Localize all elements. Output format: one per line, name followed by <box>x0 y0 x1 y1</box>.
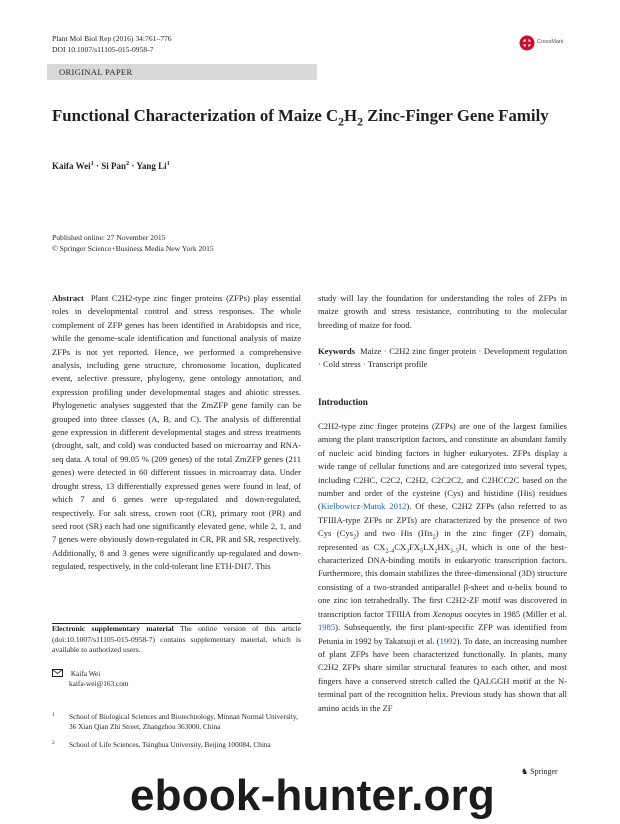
article-title: Functional Characterization of Maize $C_2H_2$ Zinc-Finger Gene Family <box>52 106 549 129</box>
keywords <box>318 345 567 372</box>
correspondence-name: Kaifa Wei <box>70 669 101 678</box>
author-name[interactable]: Kaifa Wei <box>52 161 91 171</box>
abstract-label: Abstract <box>52 293 84 303</box>
journal-citation: Plant Mol Biol Rep (2016) 34:761–776 <box>52 34 172 43</box>
citation-link[interactable]: 1985 <box>318 622 336 633</box>
introduction-text: C2H2-type zinc finger proteins (ZFPs) are one of the largest families among the plant transcription factors, and constitute an abundant family of nucleic acid binding factors in higher eukaryotes. ZFPs display a wide range of cellular functions and are categorized into several types, including C2HC, C2C2, C2H2, C2C2C2, and C2HCC2C based on the number and order of the cysteine (Cys) and histidine (His) residues (Kielbowicz-Matuk 2012). Of these, C2H2 ZFPs (also referred to as TFIIIA-type ZFPs or ZPTs) are characterized by the presence of two Cys (Cys$_2$) and two His (His$_2$) in the zinc finger (ZF) domain, represented as $CX_{2-4}CX_3FX_5LX_2HX_{3-5}H$, which is one of the best-characterized DNA-binding motifs in eukaryotic transcription factors. Furthermore, this domain stabilizes the three-dimensional (3D) structure consisting of a two-stranded antiparallel β-sheet and α-helix bound to one zinc ion tetrahedrally. The first C2H2-ZF motif was discovered in transcription factor TFIIIA from Xenopus oocytes in 1985 (Miller et al. 1985). Subsequently, the first plant-specific ZFP was identified from Petunia in 1992 by Takatsuji et al. (1992). To date, an increasing number of plant ZFPs have been characterized functionally. In plants, many C2H2 ZFPs share similar structural features to each other, and most fingers have a conserved stretch called the QALGGH motif at the N-terminal part of the recognition helix. Previous study has shown that all amino acids in the ZF <box>318 421 568 713</box>
doi[interactable]: DOI 10.1007/s11105-015-0958-7 <box>52 45 154 54</box>
copyright: © Springer Science+Business Media New York 2015 <box>52 244 214 253</box>
affiliation-item: 2 School of Life Sciences, Tsinghua University, Beijing 100084, China <box>52 740 271 749</box>
author-list: Kaifa Wei$^1$ · Si Pan$^2$ · Yang Li$^1$ <box>52 160 170 171</box>
crossmark-badge[interactable] <box>519 35 579 51</box>
correspondence-email[interactable]: kaifa-wei@163.com <box>69 679 129 689</box>
keywords-label: Keywords <box>318 346 356 356</box>
keywords-text: Maize · C2H2 zinc finger protein · Development regulation · Cold stress · Transcript profile <box>318 346 568 370</box>
correspondence <box>52 668 292 690</box>
article-type-tag: ORIGINAL PAPER <box>47 64 317 80</box>
author-name[interactable]: Si Pan <box>101 161 127 171</box>
watermark: ebook-hunter.org <box>130 771 495 820</box>
springer-logo: ♞ Springer <box>521 767 558 776</box>
abstract <box>52 292 301 574</box>
abstract-text: Plant C2H2-type zinc finger proteins (ZFPs) play essential roles in developmental control and stress responses. The whole complement of ZFP genes has been identified in Arabidopsis and rice, while the genome-scale identification and functional analysis of maize ZFPs is not yet reported. Hence, we performed a comprehensive analysis, including gene structure, chromosome location, duplicated event, selective pressure, phylogeny, gene ontology annotation, and expression profiling under developmental stages and abiotic stresses. Phylogenetic analyses suggested that the ZmZFP gene family can be grouped into three classes (A, B, and C). The analysis of differential gene expression in different developmental stages and stress treatments (drought, salt, and cold) was conducted based on microarray and RNA-seq data. A total of 99.05 % (209 genes) of the total ZmZFP genes (211 genes) were detected in 60 different tissues in microarray data. Under drought stress, 13 differentially expressed genes were found in leaf, of which 7 and 6 genes were up-regulated and down-regulated, respectively. For salt stress, crown root (CR), primary root (PR) and seed root (SR) each had one significantly elevated gene, while 2, 1, and 7 genes were obviously down-regulated in CR, PR and SR, respectively. Additionally, 8 and 3 genes were significantly up-regulated and down-regulated, respectively, in the cold-tolerant line ETH-DH7. This <box>52 293 301 572</box>
section-heading-introduction: Introduction <box>318 397 368 407</box>
author-name[interactable]: Yang Li <box>136 161 167 171</box>
citation-link[interactable]: 1992 <box>439 635 457 646</box>
crossmark-icon <box>519 35 535 51</box>
abstract-continuation: study will lay the foundation for understanding the roles of ZFPs in maize growth and stress resistance, contributing to the molecular breeding of maize for food. <box>318 293 567 330</box>
publication-info <box>52 232 214 254</box>
affiliation-item: 1 School of Biological Sciences and Biotechnology, Minnan Normal University, 36 Xian Qian Zhi Street, Zhangzhou 363000, China <box>52 712 298 732</box>
published-date: Published online: 27 November 2015 <box>52 233 166 242</box>
envelope-icon <box>52 669 63 677</box>
citation-link[interactable]: Kielbowicz-Matuk 2012 <box>320 501 407 512</box>
supplementary-note: Electronic supplementary material The online version of this article (doi:10.1007/s11105-015-0958-7) contains supplementary material, which is available to authorized users. <box>52 624 302 655</box>
crossmark-label: CrossMark <box>537 39 564 45</box>
springer-horse-icon: ♞ <box>521 767 529 776</box>
